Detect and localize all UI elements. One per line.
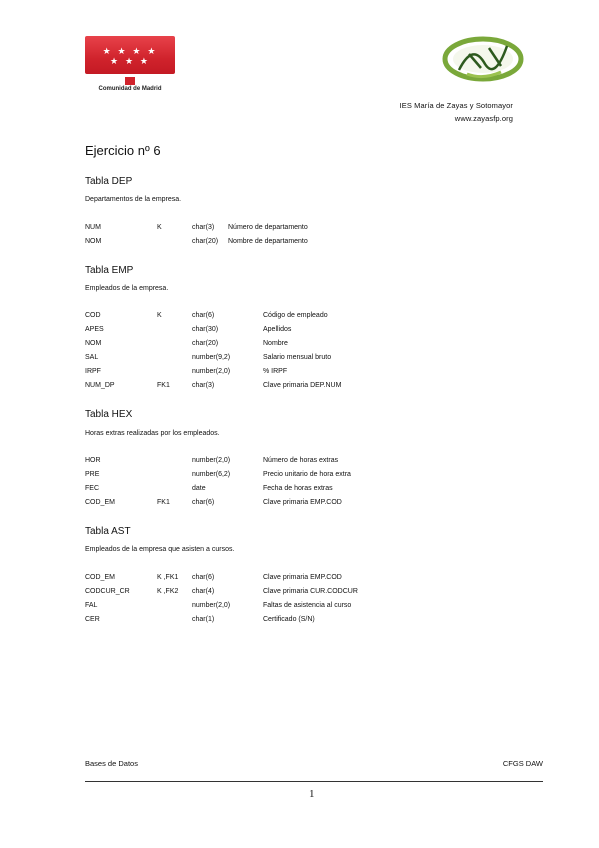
- table-description: Horas extras realizadas por los empleados.: [85, 430, 220, 437]
- field-name: NOM: [85, 340, 102, 347]
- field-desc: Número de horas extras: [263, 457, 339, 464]
- field-type: char(3): [192, 382, 215, 389]
- comunidad-madrid-logo: [85, 36, 175, 94]
- field-type: char(3): [192, 224, 215, 231]
- field-type: char(20): [192, 340, 219, 347]
- field-desc: Certificado (S/N): [263, 616, 315, 623]
- school-name: IES María de Zayas y Sotomayor: [399, 101, 513, 110]
- field-desc: Salario mensual bruto: [263, 354, 332, 361]
- field-type: char(6): [192, 574, 215, 581]
- field-name: CODCUR_CR: [85, 588, 130, 595]
- field-name: CER: [85, 616, 100, 623]
- field-desc: Faltas de asistencia al curso: [263, 602, 352, 609]
- field-name: COD_EM: [85, 499, 115, 506]
- field-type: number(9,2): [192, 354, 231, 361]
- field-key: K ,FK1: [157, 574, 179, 581]
- footer-course: Bases de Datos: [85, 759, 138, 768]
- field-type: number(6,2): [192, 471, 231, 478]
- field-type: date: [192, 485, 206, 492]
- field-name: FAL: [85, 602, 98, 609]
- ies-zayas-logo: [441, 34, 525, 84]
- logo-caption: Comunidad de Madrid: [98, 86, 162, 92]
- field-name: NOM: [85, 238, 102, 245]
- field-desc: Clave primaria CUR.CODCUR: [263, 588, 358, 595]
- field-type: char(4): [192, 588, 215, 595]
- field-desc: Código de empleado: [263, 312, 328, 319]
- field-name: NUM_DP: [85, 382, 115, 389]
- field-desc: Fecha de horas extras: [263, 485, 333, 492]
- field-key: K: [157, 224, 162, 231]
- field-desc: Nombre: [263, 340, 288, 347]
- field-type: number(2,0): [192, 368, 231, 375]
- field-desc: Clave primaria EMP.COD: [263, 499, 342, 506]
- field-key: K ,FK2: [157, 588, 179, 595]
- table-title: Tabla HEX: [85, 409, 133, 420]
- school-url[interactable]: www.zayasfp.org: [454, 114, 513, 123]
- stars-icon: ★ ★ ★: [110, 57, 150, 67]
- field-type: char(20): [192, 238, 219, 245]
- table-description: Empleados de la empresa que asisten a cursos.: [85, 546, 235, 553]
- field-name: FEC: [85, 485, 99, 492]
- field-desc: Clave primaria DEP.NUM: [263, 382, 342, 389]
- table-title: Tabla DEP: [85, 176, 133, 187]
- field-desc: Apellidos: [263, 326, 292, 333]
- field-desc: Precio unitario de hora extra: [263, 471, 351, 478]
- field-key: FK1: [157, 499, 170, 506]
- page-number: 1: [309, 788, 315, 800]
- field-desc: Clave primaria EMP.COD: [263, 574, 342, 581]
- ies-logo-icon: [441, 34, 525, 84]
- field-name: IRPF: [85, 368, 101, 375]
- field-desc: Nombre de departamento: [228, 238, 308, 245]
- stars-icon: ★ ★ ★ ★: [102, 47, 158, 57]
- field-key: FK1: [157, 382, 170, 389]
- field-desc: Número de departamento: [228, 224, 308, 231]
- field-name: APES: [85, 326, 104, 333]
- field-type: number(2,0): [192, 457, 231, 464]
- field-name: SAL: [85, 354, 99, 361]
- footer-cycle: CFGS DAW: [502, 759, 543, 768]
- field-type: number(2,0): [192, 602, 231, 609]
- field-desc: % IRPF: [263, 368, 288, 375]
- field-type: char(6): [192, 312, 215, 319]
- field-type: char(30): [192, 326, 219, 333]
- crest-icon: [125, 77, 135, 85]
- table-title: Tabla EMP: [85, 265, 134, 276]
- field-key: K: [157, 312, 162, 319]
- field-name: NUM: [85, 224, 101, 231]
- field-name: PRE: [85, 471, 100, 478]
- field-type: char(1): [192, 616, 215, 623]
- table-description: Empleados de la empresa.: [85, 285, 169, 292]
- table-title: Tabla AST: [85, 526, 131, 537]
- field-name: HOR: [85, 457, 101, 464]
- field-name: COD_EM: [85, 574, 115, 581]
- table-description: Departamentos de la empresa.: [85, 196, 182, 203]
- footer-divider: [85, 781, 543, 782]
- field-type: char(6): [192, 499, 215, 506]
- exercise-title: Ejercicio nº 6: [85, 143, 161, 158]
- field-name: COD: [85, 312, 101, 319]
